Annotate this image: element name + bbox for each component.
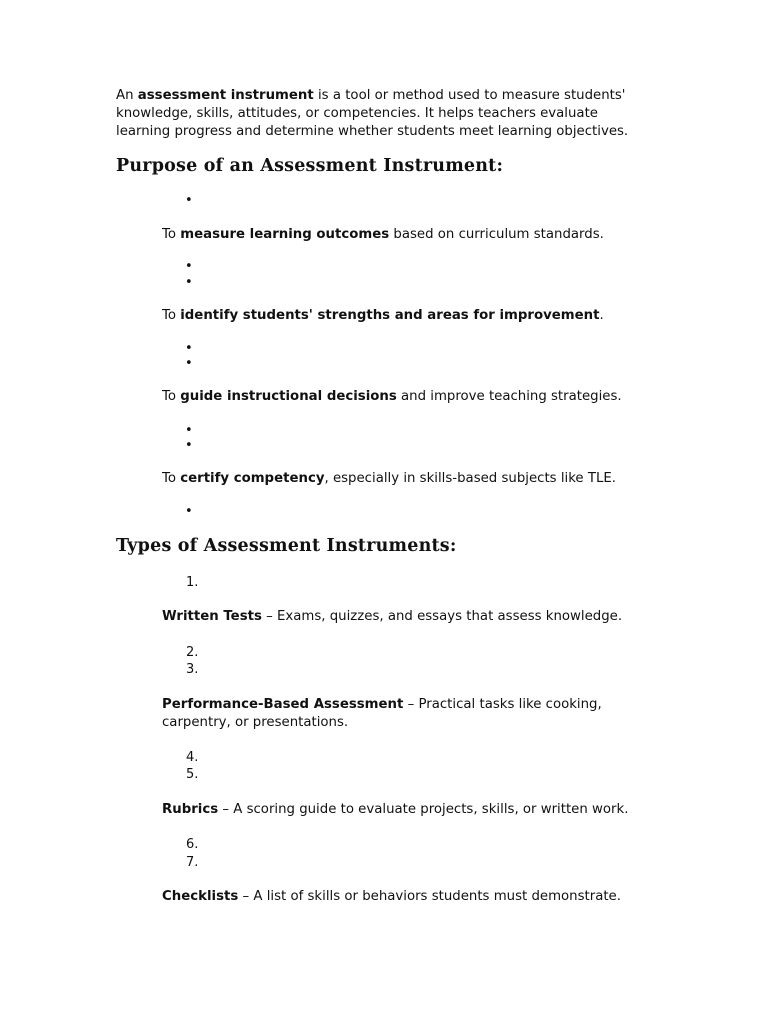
list-number: 6. [186,837,199,852]
types-item-2-post: – Practical tasks like cooking, carpentry, or presentations. [162,697,602,730]
purpose-heading: Purpose of an Assessment Instrument: [116,156,504,176]
list-number: 1. [186,575,199,590]
purpose-item-3-post: and improve teaching strategies. [396,389,622,404]
bullet-marker: • [185,193,193,208]
list-number: 3. [186,662,199,677]
types-item-4 [162,888,662,906]
list-number: 4. [186,750,199,765]
intro-term: assessment instrument [137,88,314,103]
purpose-item-2 [162,307,662,325]
types-item-3-post: – A scoring guide to evaluate projects, skills, or written work. [218,802,629,817]
intro-text-post: is a tool or method used to measure students' knowledge, skills, attitudes, or competencies. It helps teachers evaluate learning progress and determine whether students meet learning objectives. [116,88,629,139]
bullet-marker: • [185,504,193,519]
types-item-2-bold: Performance-Based Assessment [162,697,404,712]
types-item-3 [162,801,662,819]
bullet-marker: • [185,356,193,371]
bullet-marker: • [185,275,193,290]
purpose-item-4 [162,470,662,488]
types-item-3-bold: Rubrics [162,802,219,817]
purpose-item-2-pre: To [162,308,181,323]
purpose-item-3-bold: guide instructional decisions [180,389,397,404]
purpose-item-1 [162,226,662,244]
intro-text-pre: An [116,88,138,103]
bullet-marker: • [185,438,193,453]
types-item-1-post: – Exams, quizzes, and essays that assess knowledge. [261,609,623,624]
bullet-marker: • [185,259,193,274]
types-item-1 [162,608,662,626]
purpose-item-1-pre: To [162,227,181,242]
purpose-item-4-post: , especially in skills-based subjects like TLE. [324,471,616,486]
bullet-marker: • [185,341,193,356]
list-number: 5. [186,767,199,782]
bullet-marker: • [185,423,193,438]
purpose-item-3-pre: To [162,389,181,404]
types-heading: Types of Assessment Instruments: [116,536,457,556]
types-item-1-bold: Written Tests [162,609,262,624]
list-number: 2. [186,645,199,660]
purpose-item-4-bold: certify competency [180,471,325,486]
purpose-item-4-pre: To [162,471,181,486]
intro-paragraph [116,87,656,141]
purpose-item-2-post: . [599,308,604,323]
purpose-item-1-bold: measure learning outcomes [180,227,390,242]
purpose-item-3 [162,388,662,406]
types-item-2 [162,696,662,732]
purpose-item-1-post: based on curriculum standards. [389,227,604,242]
list-number: 7. [186,855,199,870]
types-item-4-bold: Checklists [162,889,239,904]
types-item-4-post: – A list of skills or behaviors students must demonstrate. [238,889,621,904]
purpose-item-2-bold: identify students' strengths and areas for improvement [180,308,600,323]
